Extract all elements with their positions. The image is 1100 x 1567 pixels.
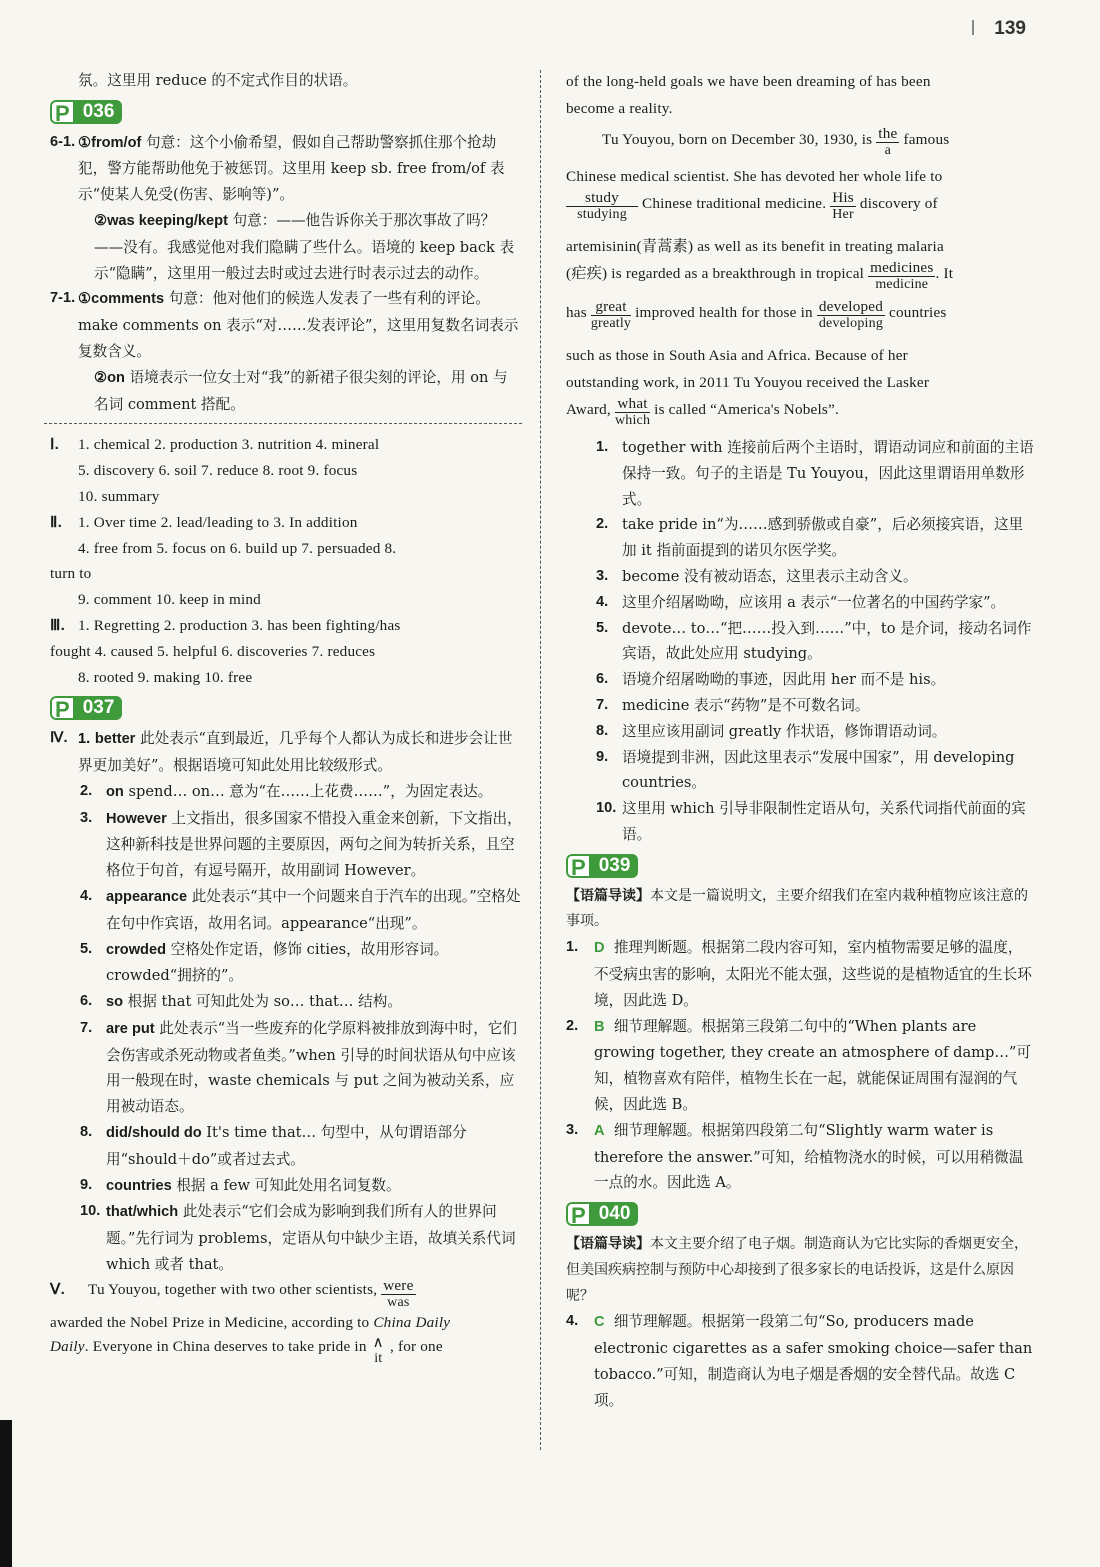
section-badge-036: P 036 xyxy=(50,100,122,124)
answers-037 xyxy=(50,726,522,1278)
answer-item: 1. D 推理判断题。根据第二段内容可知，室内植物需要足够的温度，不受病虫害的影响，太阳光不能太强，这些说的是植物适宜的生长环境，因此选 D。 xyxy=(566,939,1032,1009)
note-item: 3. become 没有被动语态，这里表示主动含义。 xyxy=(596,567,918,585)
answer-item: ②was keeping/kept 句意：——他告诉你关于那次事故了吗？——没有。我感觉他对我们隐瞒了些什么。语境的 keep back 表示“隐瞒”，这里用一般过去时或过去进行时表示过去的动作。 xyxy=(94,211,515,282)
correction-passage-start: Ⅴ. Tu Youyou, together with two other scientists, were was xyxy=(50,1276,414,1310)
answer-item: 5. crowded 空格处作定语，修饰 cities，故用形容词。crowded“拥挤的”。 xyxy=(80,940,449,985)
section-badge-037: P 037 xyxy=(50,696,122,720)
note-item: 8. 这里应该用副词 greatly 作状语，修饰谓语动词。 xyxy=(596,722,947,740)
answer-item: ②on 语境表示一位女士对“我”的新裙子很尖刻的评论，用 on 与名词 comment 搭配。 xyxy=(94,368,508,413)
vocab-section-1: Ⅰ. 1. chemical 2. production 3. nutrition 4. mineral 5. discovery 6. soil 7. reduce 8. root 9. focus 10. summary xyxy=(50,436,380,505)
answer-item: 2. on spend… on… 意为“在……上花费……”，为固定表达。 xyxy=(80,782,493,800)
left-column xyxy=(50,68,522,1367)
correction-mark: were was xyxy=(383,1276,414,1310)
note-item: 5. devote… to…“把……投入到……”中，to 是介词，接动名词作宾语，故此处应用 studying。 xyxy=(596,619,1032,663)
correction-mark: what which xyxy=(614,395,651,428)
correction-mark: study studying xyxy=(566,190,638,223)
answer-item: 6-1. ①from/of 句意：这个小偷希望，假如自己帮助警察抓住那个抢劫犯，警方能帮助他免于被惩罚。这里用 keep sb. free from/of 表示“使某人免受(伤害、影响等)”。 xyxy=(50,133,505,204)
note-item: 9. 语境提到非洲，因此这里表示“发展中国家”，用 developing countries。 xyxy=(596,748,1015,792)
vocab-section-3: Ⅲ. 1. Regretting 2. production 3. has been fighting/has fought 4. caused 5. helpful 6. discoveries 7. reduces 8. rooted 9. making 10. free xyxy=(50,616,401,686)
answer-item: 4. appearance 此处表示“其中一个问题来自于汽车的出现。”空格处在句中作宾语，故用名词。appearance“出现”。 xyxy=(80,887,521,932)
answer-item: 6. so 根据 that 可知此处为 so… that… 结构。 xyxy=(80,993,402,1011)
note-item: 2. take pride in“为……感到骄傲或自豪”，后必须接宾语，这里加 it 指前面提到的诺贝尔医学奖。 xyxy=(596,516,1024,560)
answers-040 xyxy=(566,1309,1034,1413)
answer-item: 7-1. ①comments 句意：他对他们的候选人发表了一些有利的评论。make comments on 表示“对……发表评论”，这里用复数名词表示复数含义。 xyxy=(50,290,519,360)
reading-guide-040: 【语篇导读】本文主要介绍了电子烟。制造商认为它比实际的香烟更安全，但美国疾病控制与预防中心却接到了很多家长的电话投诉，这是什么原因呢？ xyxy=(566,1235,1028,1304)
answer-item: 9. countries 根据 a few 可知此处用名词复数。 xyxy=(80,1176,401,1194)
correction-passage-line: awarded the Nobel Prize in Medicine, according to China Daily xyxy=(50,1313,451,1331)
scan-edge xyxy=(0,1420,12,1567)
answers-039 xyxy=(566,935,1034,1196)
correction-mark: the a xyxy=(878,125,898,158)
answer-item: 3. However 上文指出，很多国家不惜投入重金来创新，下文指出，这种新科技是世界问题的主要原因，两句之间为转折关系，且空格位于句首，有逗号隔开，故用副词 However。 xyxy=(80,809,522,880)
note-item: 7. medicine 表示“药物”是不可数名词。 xyxy=(596,696,870,714)
column-divider xyxy=(540,70,541,1450)
answer-item: 4. C 细节理解题。根据第一段第二句“So, producers made electronic cigarettes as a safer smoking choice—safer than tobacco.”可知，制造商认为电子烟是香烟的安全替代品。故选 C 项。 xyxy=(566,1313,1033,1409)
note-item: 4. 这里介绍屠呦呦，应该用 a 表示“一位著名的中国药学家”。 xyxy=(596,593,1006,611)
correction-mark: ∧ it xyxy=(372,1333,384,1366)
page-number: 139 xyxy=(972,18,1026,40)
answer-item: 2. B 细节理解题。根据第三段第二句中的“When plants are growing together, they create an atmosphere of damp…”可知，植物喜欢有陪伴，植物生长在一起，就能保证周围有湿润的气候，因此选 B。 xyxy=(566,1017,1031,1113)
reading-guide-039: 【语篇导读】本文是一篇说明文，主要介绍我们在室内栽种植物应该注意的事项。 xyxy=(566,887,1028,930)
answer-item: Ⅳ. 1. better 此处表示“直到最近，几乎每个人都认为成长和进步会让世界更加美好”。根据语境可知此处用比较级形式。 xyxy=(50,730,513,774)
intro-text: 氛。这里用 reduce 的不定式作目的状语。 xyxy=(78,72,358,89)
correction-mark: developed developing xyxy=(818,298,884,331)
section-badge-040: P 040 xyxy=(566,1202,638,1226)
note-item: 1. together with 连接前后两个主语时，谓语动词应和前面的主语保持一致。句子的主语是 Tu Youyou，因此这里谓语用单数形式。 xyxy=(596,439,1034,508)
answer-item: 3. A 细节理解题。根据第四段第二句“Slightly warm water is therefore the answer.”可知，给植物浇水的时候，可以用稍微温一点的水。因此选 A。 xyxy=(566,1121,1024,1192)
correction-mark: great greatly xyxy=(590,298,632,331)
correction-notes xyxy=(566,435,1034,848)
correction-passage-continued: of the long-held goals we have been dreaming of has been become a reality. Tu Youyou, born on December 30, 1930, is the a famous Chinese medical scientist. She has devoted her whole life to study studying Chinese traditional medicine. His Her discovery of artemisinin(青蒿素) as well as its benefit in treating malaria (疟疾) is regarded as a breakthrough in tropical medicines medicine . It has great greatly improved health for those in developed developing countries such as those in South Asia and Africa. Because of her outstanding work, in 2011 Tu Youyou received the Lasker Award, what which is called “America's Nobels”. xyxy=(566,73,954,428)
vocab-section-2: Ⅱ. 1. Over time 2. lead/leading to 3. In addition 4. free from 5. focus on 6. build up 7. persuaded 8. turn to 9. comment 10. keep in mind xyxy=(50,513,397,609)
answers-036 xyxy=(50,130,522,418)
section-badge-039: P 039 xyxy=(566,854,638,878)
answer-item: 10. that/which 此处表示“它们会成为影响到我们所有人的世界问题。”先行词为 problems，定语从句中缺少主语，故填关系代词 which 或者 that。 xyxy=(80,1203,516,1274)
right-column xyxy=(566,68,1034,1413)
correction-mark: medicines medicine xyxy=(870,259,934,292)
section-divider xyxy=(44,423,522,424)
answer-item: 8. did/should do It's time that… 句型中，从句谓语部分用“should＋do”或者过去式。 xyxy=(80,1124,467,1168)
answer-item: 7. are put 此处表示“当一些废弃的化学原料被排放到海中时，它们会伤害或杀死动物或者鱼类。”when 引导的时间状语从句中应该用一般现在时，waste chemicals 与 put 之间为被动关系，应用被动语态。 xyxy=(80,1019,518,1116)
note-item: 6. 语境介绍屠呦呦的事迹，因此用 her 而不是 his。 xyxy=(596,671,946,689)
correction-mark: His Her xyxy=(832,189,854,222)
correction-passage-line: Daily. Everyone in China deserves to take pride in ∧ it , for one xyxy=(50,1333,443,1366)
note-item: 10. 这里用 which 引导非限制性定语从句，关系代词指代前面的宾语。 xyxy=(596,800,1026,843)
